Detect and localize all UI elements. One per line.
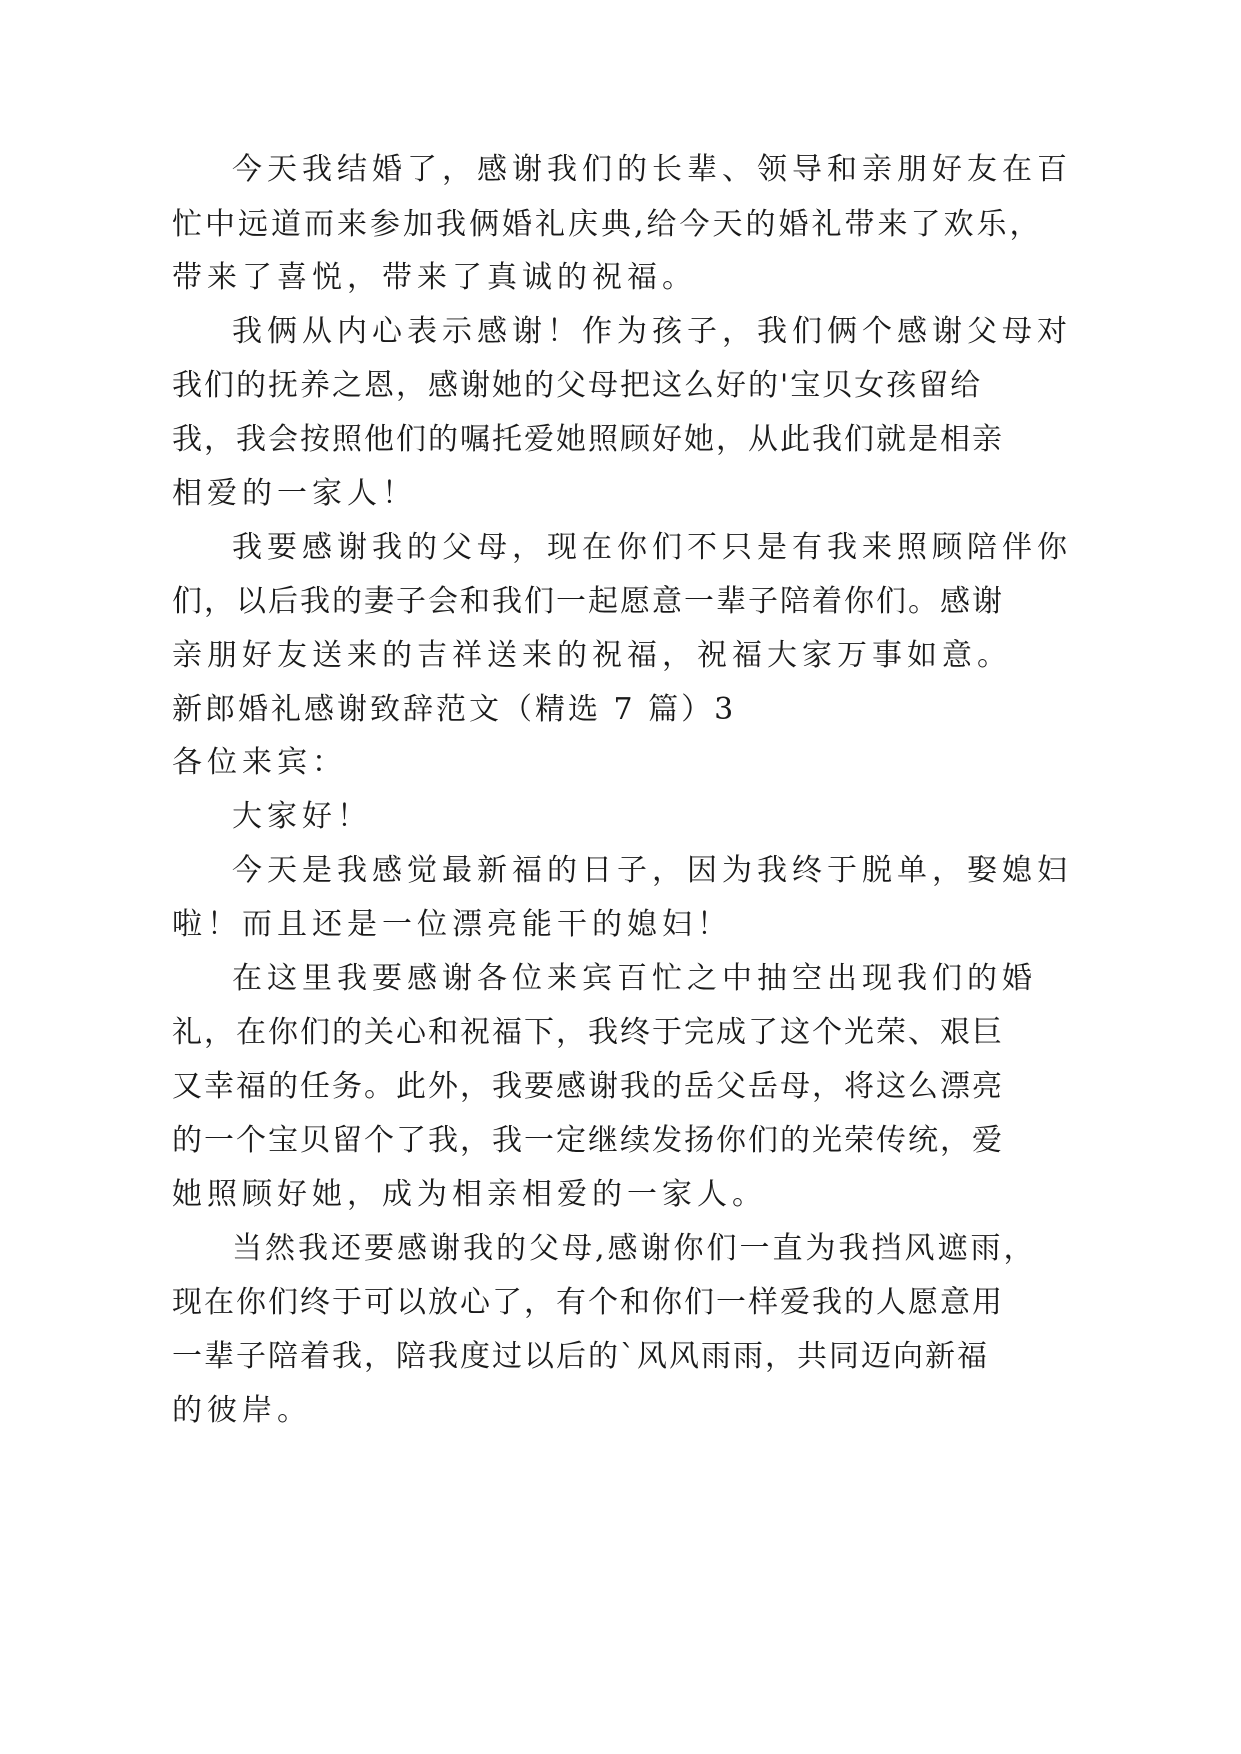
body-text-line: 一辈子陪着我，陪我度过以后的`风风雨雨，共同迈向新福 xyxy=(172,1339,989,1374)
body-text-line: 我俩从内心表示感谢！作为孩子，我们俩个感谢父母对 xyxy=(232,314,1072,349)
body-text-line: 啦！而且还是一位漂亮能干的媳妇！ xyxy=(172,907,732,942)
body-text-line: 又幸福的任务。此外，我要感谢我的岳父岳母，将这么漂亮 xyxy=(172,1069,1004,1104)
body-text-line: 带来了喜悦，带来了真诚的祝福。 xyxy=(172,260,697,295)
body-text-line: 的彼岸。 xyxy=(172,1393,312,1428)
body-text-line: 礼，在你们的关心和祝福下，我终于完成了这个光荣、艰巨 xyxy=(172,1015,1004,1050)
body-text-line: 现在你们终于可以放心了，有个和你们一样爱我的人愿意用 xyxy=(172,1285,1004,1320)
body-text-line: 当然我还要感谢我的父母,感谢你们一直为我挡风遮雨， xyxy=(232,1231,1037,1266)
body-text-line: 我要感谢我的父母，现在你们不只是有我来照顾陪伴你 xyxy=(232,530,1072,565)
body-text-line: 亲朋好友送来的吉祥送来的祝福，祝福大家万事如意。 xyxy=(172,638,1012,673)
body-text-line: 今天我结婚了，感谢我们的长辈、领导和亲朋好友在百 xyxy=(232,152,1072,187)
body-text-line: 们，以后我的妻子会和我们一起愿意一辈子陪着你们。感谢 xyxy=(172,584,1004,619)
body-text-line: 我，我会按照他们的嘱托爱她照顾好她，从此我们就是相亲 xyxy=(172,422,1004,457)
body-text-line: 今天是我感觉最新福的日子，因为我终于脱单，娶媳妇 xyxy=(232,853,1072,888)
body-text-line: 相爱的一家人！ xyxy=(172,476,417,511)
body-text-line: 她照顾好她，成为相亲相爱的一家人。 xyxy=(172,1177,767,1212)
body-text-line: 的一个宝贝留个了我，我一定继续发扬你们的光荣传统，爱 xyxy=(172,1123,1004,1158)
body-text-line: 在这里我要感谢各位来宾百忙之中抽空出现我们的婚 xyxy=(232,961,1037,996)
section-heading: 新郎婚礼感谢致辞范文（精选 7 篇）3 xyxy=(172,692,737,727)
body-text-line: 大家好！ xyxy=(232,799,372,834)
body-text-line: 忙中远道而来参加我俩婚礼庆典,给今天的婚礼带来了欢乐， xyxy=(172,207,1043,242)
salutation-line: 各位来宾： xyxy=(172,745,347,780)
body-text-line: 我们的抚养之恩，感谢她的父母把这么好的'宝贝女孩留给 xyxy=(172,368,983,403)
